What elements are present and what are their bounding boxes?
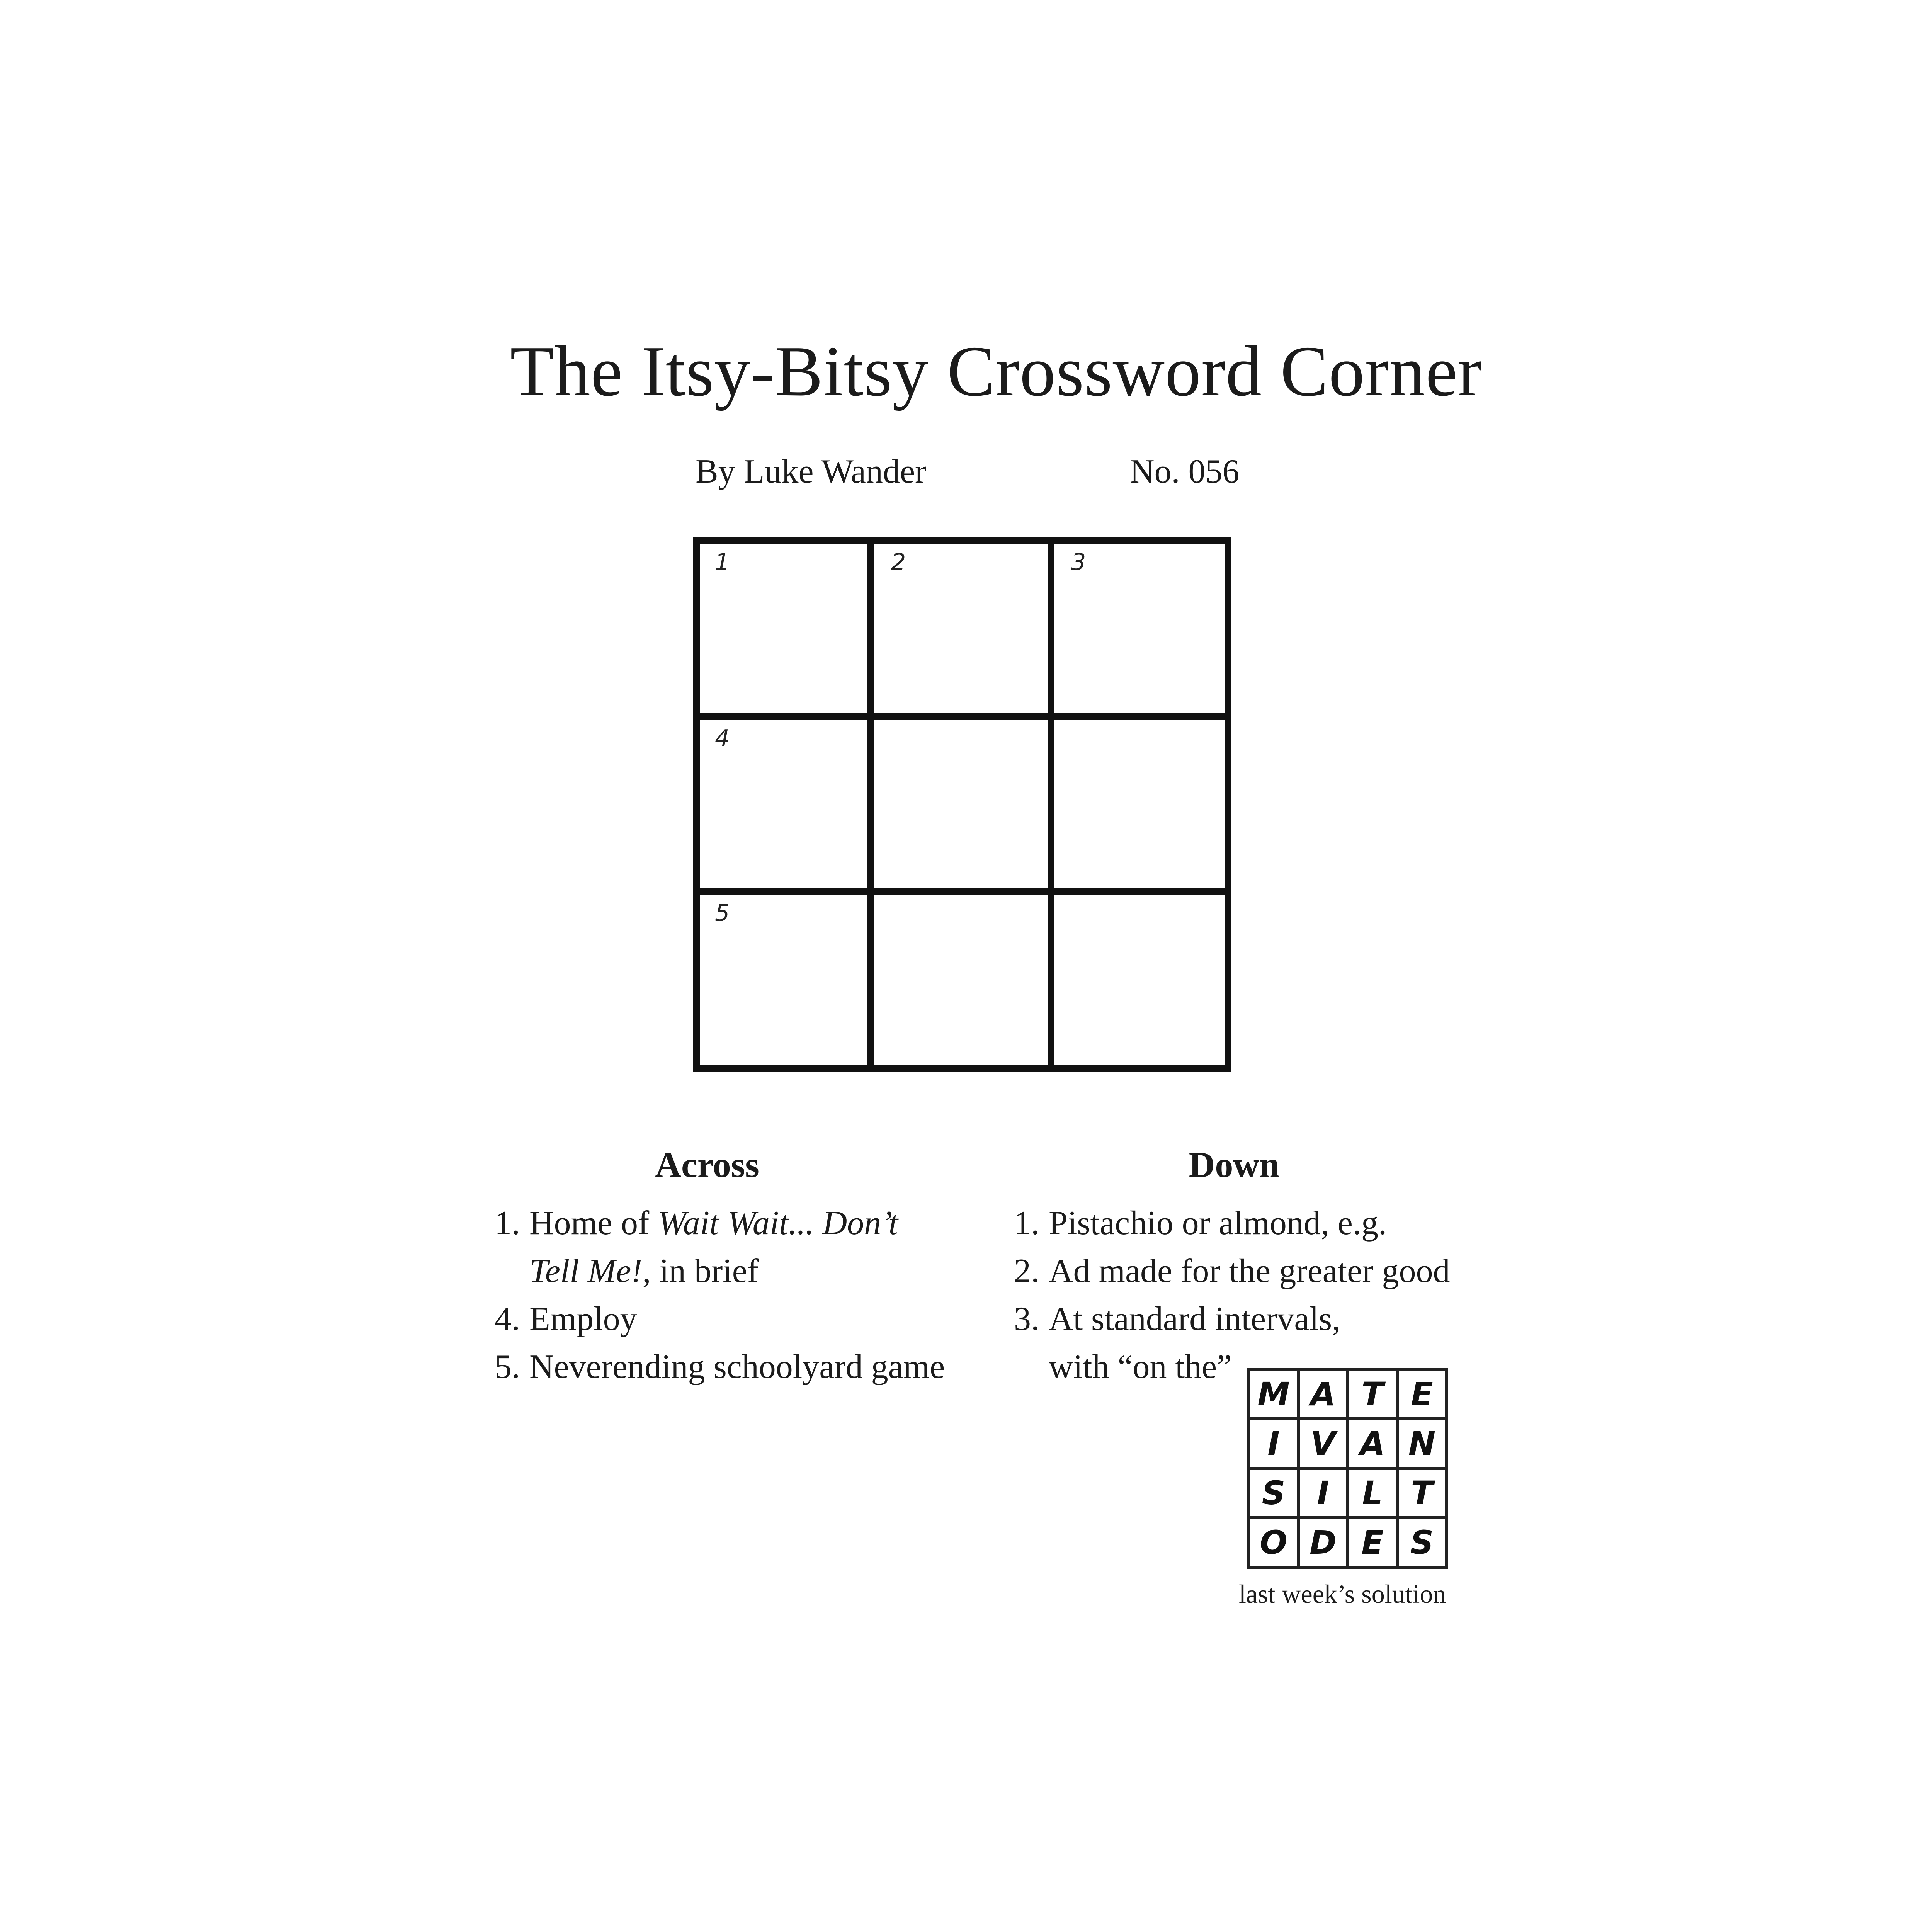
- across-clues: [495, 1144, 997, 1391]
- clue-italic-text: Tell Me!: [529, 1252, 643, 1290]
- author-byline: By Luke Wander: [696, 453, 927, 490]
- clue-number: 3.: [1014, 1300, 1039, 1338]
- clue-text: At standard intervals,: [1049, 1300, 1341, 1338]
- page-title: The Itsy-Bitsy Crossword Corner: [510, 332, 1482, 411]
- down-clue-1: [1014, 1199, 1478, 1247]
- down-clue-2: [1014, 1247, 1478, 1295]
- grid-cell[interactable]: [872, 891, 1052, 1070]
- grid-cell[interactable]: [696, 891, 876, 1070]
- clue-continuation: [529, 1247, 997, 1295]
- solution-letter: A: [1310, 1375, 1336, 1413]
- clue-number: 1.: [495, 1204, 520, 1242]
- solution-letter: E: [1411, 1375, 1433, 1413]
- clue-italic-text: Wait Wait... Don’t: [658, 1204, 898, 1242]
- down-heading: Down: [1189, 1145, 1280, 1185]
- clue-text: Neverending schoolyard game: [529, 1348, 945, 1386]
- solution-letter: N: [1408, 1425, 1436, 1463]
- across-clue-4: [495, 1295, 997, 1343]
- issue-number: No. 056: [1130, 453, 1240, 490]
- clue-text: Pistachio or almond, e.g.: [1049, 1204, 1387, 1242]
- grid-cell[interactable]: [696, 540, 876, 719]
- solution-letter: S: [1410, 1524, 1434, 1561]
- grid-cell[interactable]: [872, 716, 1052, 895]
- solution-caption: last week’s solution: [1239, 1579, 1446, 1609]
- clue-number: 1: [715, 549, 730, 576]
- clue-number: 2.: [1014, 1252, 1039, 1290]
- solution-letter: V: [1310, 1425, 1336, 1463]
- clue-continuation: with “on the”: [1049, 1348, 1232, 1386]
- solution-letter: I: [1267, 1425, 1280, 1463]
- solution-letter: A: [1360, 1425, 1385, 1463]
- solution-letter: I: [1317, 1474, 1329, 1512]
- across-heading: Across: [655, 1145, 759, 1185]
- solution-letter: O: [1260, 1524, 1287, 1561]
- solution-letter: L: [1362, 1474, 1383, 1512]
- clue-number: 5.: [495, 1348, 520, 1386]
- clue-text: Employ: [529, 1300, 637, 1338]
- across-clue-1: [495, 1199, 997, 1295]
- solution-letter: S: [1262, 1474, 1286, 1512]
- across-clue-5: [495, 1343, 997, 1391]
- clue-text: Home of: [529, 1204, 658, 1242]
- last-week-solution-grid: [1247, 1368, 1448, 1569]
- solution-letter: D: [1310, 1524, 1337, 1561]
- clue-number: 5: [715, 900, 730, 927]
- clue-number: 4.: [495, 1300, 520, 1338]
- solution-letter: M: [1257, 1375, 1290, 1413]
- solution-letter: E: [1361, 1524, 1384, 1561]
- grid-cell[interactable]: [1052, 716, 1232, 895]
- clue-number: 3: [1071, 549, 1086, 576]
- grid-cell[interactable]: [696, 716, 876, 895]
- grid-cell[interactable]: [1052, 540, 1232, 719]
- clue-number: 2: [891, 549, 906, 576]
- crossword-grid: [692, 536, 1233, 1073]
- grid-cell[interactable]: [1052, 891, 1232, 1070]
- solution-letter: T: [1411, 1474, 1433, 1512]
- down-clues: [1014, 1144, 1478, 1391]
- clue-text: Ad made for the greater good: [1049, 1252, 1450, 1290]
- clue-number: 1.: [1014, 1204, 1039, 1242]
- clue-text: , in brief: [642, 1252, 759, 1290]
- grid-cell[interactable]: [872, 540, 1052, 719]
- solution-letter: T: [1361, 1375, 1384, 1413]
- clue-number: 4: [715, 725, 730, 752]
